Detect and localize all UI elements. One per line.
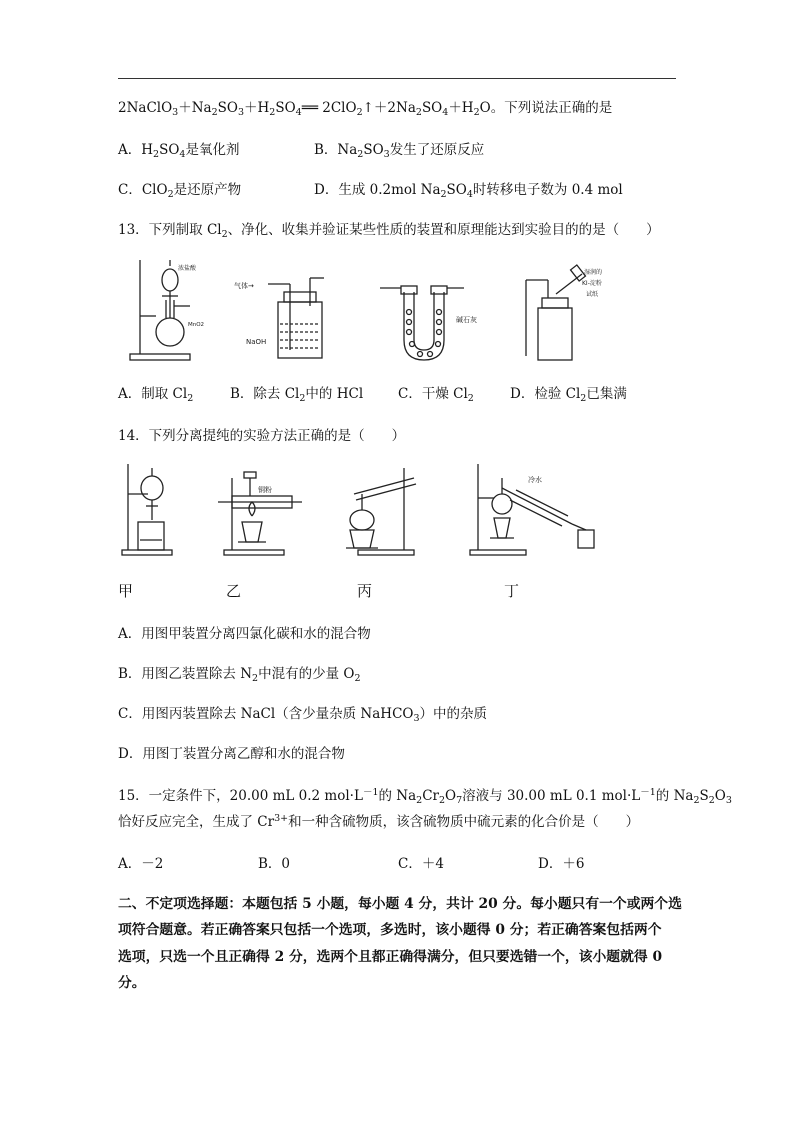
- fig-label-bing: 丙: [357, 582, 373, 600]
- q15-option-c: C．＋4: [398, 856, 444, 872]
- svg-text:冷水: 冷水: [528, 476, 542, 484]
- fig-c-u-tube: [380, 286, 477, 360]
- q12-option-a: A．$H_2SO_4$是氧化剂: [118, 142, 240, 160]
- q12-option-d: D．生成 0.2mol $Na_2SO_4$时转移电子数为 0.4 mol: [314, 182, 623, 200]
- q13-option-a: A．制取 $Cl_2$: [118, 386, 194, 404]
- q15-option-d: D．＋6: [538, 856, 585, 872]
- svg-text:湿润的: 湿润的: [584, 269, 603, 276]
- fig-label-yi: 乙: [226, 582, 242, 600]
- fig-label-jia: 甲: [118, 582, 134, 600]
- q12-option-c: C．ClO$_2$是还原产物: [118, 182, 242, 200]
- fig-jia-funnel: [122, 464, 172, 555]
- q13-option-b: B．除去 $Cl_2$中的 HCl: [230, 386, 364, 404]
- fig-bing-evaporation: [346, 468, 416, 555]
- svg-text:NaOH: NaOH: [246, 338, 267, 346]
- section2-line-3: 选项，只选一个且正确得 2 分，选两个且都正确得满分，但只要选错一个，该小题就得 0: [118, 949, 663, 965]
- q15-option-a: A．－2: [118, 856, 164, 872]
- q14-option-c: C．用图丙装置除去 NaCl（含少量杂质 NaHCO$_3$）中的杂质: [118, 706, 488, 724]
- fig-yi-tube-heating: [218, 472, 302, 555]
- q12-equation: $2NaClO_3+Na_2SO_3+H_2SO_4══$ $2ClO_2↑+2Na_2SO_4+H_2O$。下列说法正确的是: [118, 100, 613, 118]
- svg-text:MnO2: MnO2: [188, 322, 205, 328]
- section2-line-4: 分。: [118, 975, 146, 991]
- svg-text:试纸: 试纸: [586, 291, 599, 298]
- svg-text:浓盐酸: 浓盐酸: [178, 265, 197, 272]
- header-rule: [118, 78, 676, 79]
- q14-option-a: A．用图甲装置分离四氯化碳和水的混合物: [118, 626, 371, 642]
- svg-text:KI-淀粉: KI-淀粉: [582, 280, 602, 287]
- section2-line-2: 项符合题意。若正确答案只包括一个选项，多选时，该小题得 0 分；若正确答案包括两个: [118, 922, 662, 938]
- q13-apparatus-figure: [118, 252, 638, 368]
- q14-apparatus-figure: [118, 458, 608, 558]
- fig-d-collection-bottle: [526, 265, 602, 360]
- svg-text:铜粉: 铜粉: [258, 486, 272, 494]
- q15-stem-line2: 恰好反应完全，生成了 $Cr^{3+}$和一种含硫物质，该含硫物质中硫元素的化合价是（ ）: [118, 813, 640, 830]
- fig-a-generator: [130, 260, 204, 360]
- q13-option-d: D．检验 $Cl_2$已集满: [510, 386, 627, 404]
- fig-ding-distillation: [470, 464, 594, 555]
- q12-option-b: B．$Na_2SO_3$发生了还原反应: [314, 142, 485, 160]
- q13-stem: 13．下列制取 $Cl_2$、净化、收集并验证某些性质的装置和原理能达到实验目的的是（ ）: [118, 222, 660, 240]
- section2-line-1: 二、不定项选择题：本题包括 5 小题，每小题 4 分，共计 20 分。每小题只有一个或两个选: [118, 896, 682, 912]
- svg-text:气体→: 气体→: [234, 282, 254, 290]
- q13-option-c: C．干燥 $Cl_2$: [398, 386, 474, 404]
- fig-label-ding: 丁: [504, 582, 520, 600]
- q14-option-b: B．用图乙装置除去 $N_2$中混有的少量 $O_2$: [118, 666, 361, 684]
- q14-option-d: D．用图丁装置分离乙醇和水的混合物: [118, 746, 345, 762]
- fig-b-wash-bottle: [234, 278, 324, 358]
- q15-stem-line1: 15．一定条件下，20.00 mL 0.2 $mol\cdot L^{-1}$的 $Na_2Cr_2O_7$溶液与 30.00 mL 0.1 $mol\cdot L^{-1}$的 $Na_2S_2O_3$: [118, 787, 732, 806]
- q14-stem: 14．下列分离提纯的实验方法正确的是（ ）: [118, 428, 406, 444]
- q15-option-b: B．0: [258, 856, 291, 872]
- svg-text:碱石灰: 碱石灰: [456, 316, 477, 324]
